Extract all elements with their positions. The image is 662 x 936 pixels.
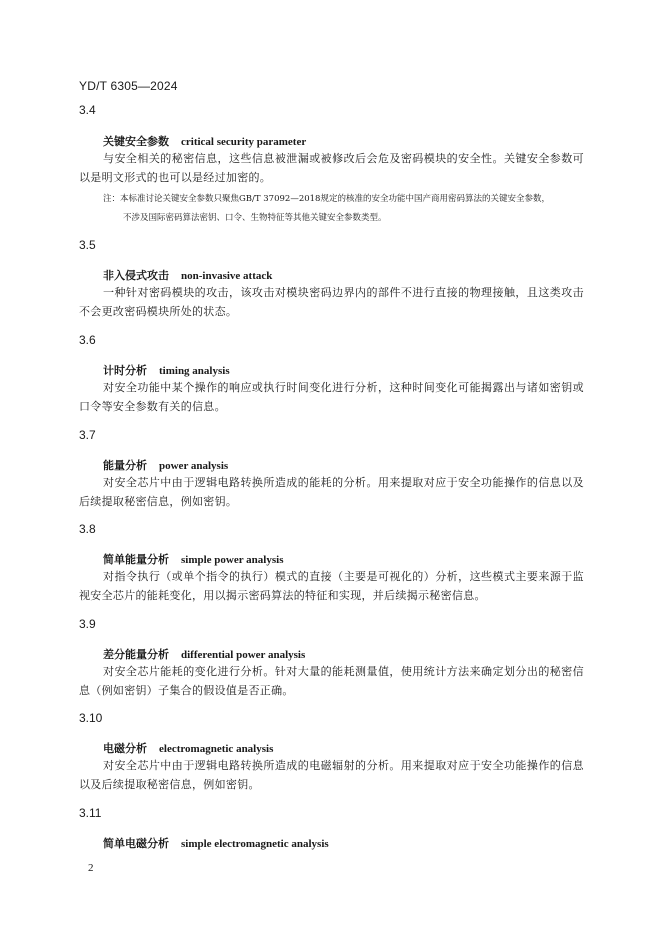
term-zh: 简单能量分析 — [103, 553, 169, 566]
term-zh: 计时分析 — [103, 364, 147, 377]
term-zh: 能量分析 — [103, 459, 147, 472]
clause-number: 3.11 — [79, 806, 102, 820]
document-code: YD/T 6305—2024 — [79, 79, 178, 93]
note-line-1: 注：本标准讨论关键安全参数只聚焦GB/T 37092—2018规定的核准的安全功能中国产商用密码算法的关键安全参数， — [103, 194, 550, 204]
term-heading — [103, 457, 228, 473]
term-definition: 对安全芯片中由于逻辑电路转换所造成的能耗的分析。用来提取对应于安全功能操作的信息以及后续提取秘密信息，例如密钥。 — [79, 476, 584, 508]
term-definition: 对安全功能中某个操作的响应或执行时间变化进行分析，这种时间变化可能揭露出与诸如密钥或口令等安全参数有关的信息。 — [79, 381, 584, 413]
page-number: 2 — [88, 862, 94, 874]
term-definition: 一种针对密码模块的攻击，该攻击对模块密码边界内的部件不进行直接的物理接触，且这类攻击不会更改密码模块所处的状态。 — [79, 286, 584, 318]
term-en: simple power analysis — [181, 554, 284, 566]
term-zh: 关键安全参数 — [103, 135, 169, 148]
term-zh: 简单电磁分析 — [103, 837, 169, 850]
term-definition: 对安全芯片能耗的变化进行分析。针对大量的能耗测量值，使用统计方法来确定划分出的秘密信息（例如密钥）子集合的假设值是否正确。 — [79, 665, 584, 697]
term-definition: 对安全芯片中由于逻辑电路转换所造成的电磁辐射的分析。用来提取对应于安全功能操作的信息以及后续提取秘密信息，例如密钥。 — [79, 759, 584, 791]
term-heading — [103, 267, 272, 283]
term-en: differential power analysis — [181, 649, 306, 661]
term-en: electromagnetic analysis — [159, 743, 274, 755]
term-heading — [103, 646, 305, 662]
term-definition: 对指令执行（或单个指令的执行）模式的直接（主要是可视化的）分析，这些模式主要来源于监视安全芯片的能耗变化，用以揭示密码算法的特征和实现，并后续揭示秘密信息。 — [79, 570, 584, 602]
term-en: power analysis — [159, 460, 229, 472]
term-zh: 电磁分析 — [103, 742, 147, 755]
term-heading — [103, 362, 230, 378]
clause-number: 3.8 — [79, 522, 96, 536]
term-heading — [103, 133, 306, 149]
clause-number: 3.7 — [79, 428, 96, 442]
clause-number: 3.5 — [79, 238, 96, 252]
term-note — [103, 190, 603, 228]
clause-number: 3.4 — [79, 103, 96, 117]
term-en: non-invasive attack — [181, 270, 273, 282]
term-heading — [103, 740, 273, 756]
term-zh: 差分能量分析 — [103, 648, 169, 661]
clause-number: 3.10 — [79, 711, 103, 725]
term-en: timing analysis — [159, 365, 230, 377]
clause-number: 3.9 — [79, 617, 96, 631]
term-definition: 与安全相关的秘密信息，这些信息被泄漏或被修改后会危及密码模块的安全性。关键安全参数可以是明文形式的也可以是经过加密的。 — [79, 152, 584, 184]
term-heading — [103, 551, 283, 567]
clause-number: 3.6 — [79, 333, 96, 347]
term-en: critical security parameter — [181, 136, 307, 148]
term-heading — [103, 835, 329, 851]
term-en: simple electromagnetic analysis — [181, 838, 329, 850]
note-line-2: 不涉及国际密码算法密钥、口令、生物特征等其他关键安全参数类型。 — [123, 213, 387, 223]
term-zh: 非入侵式攻击 — [103, 269, 169, 282]
